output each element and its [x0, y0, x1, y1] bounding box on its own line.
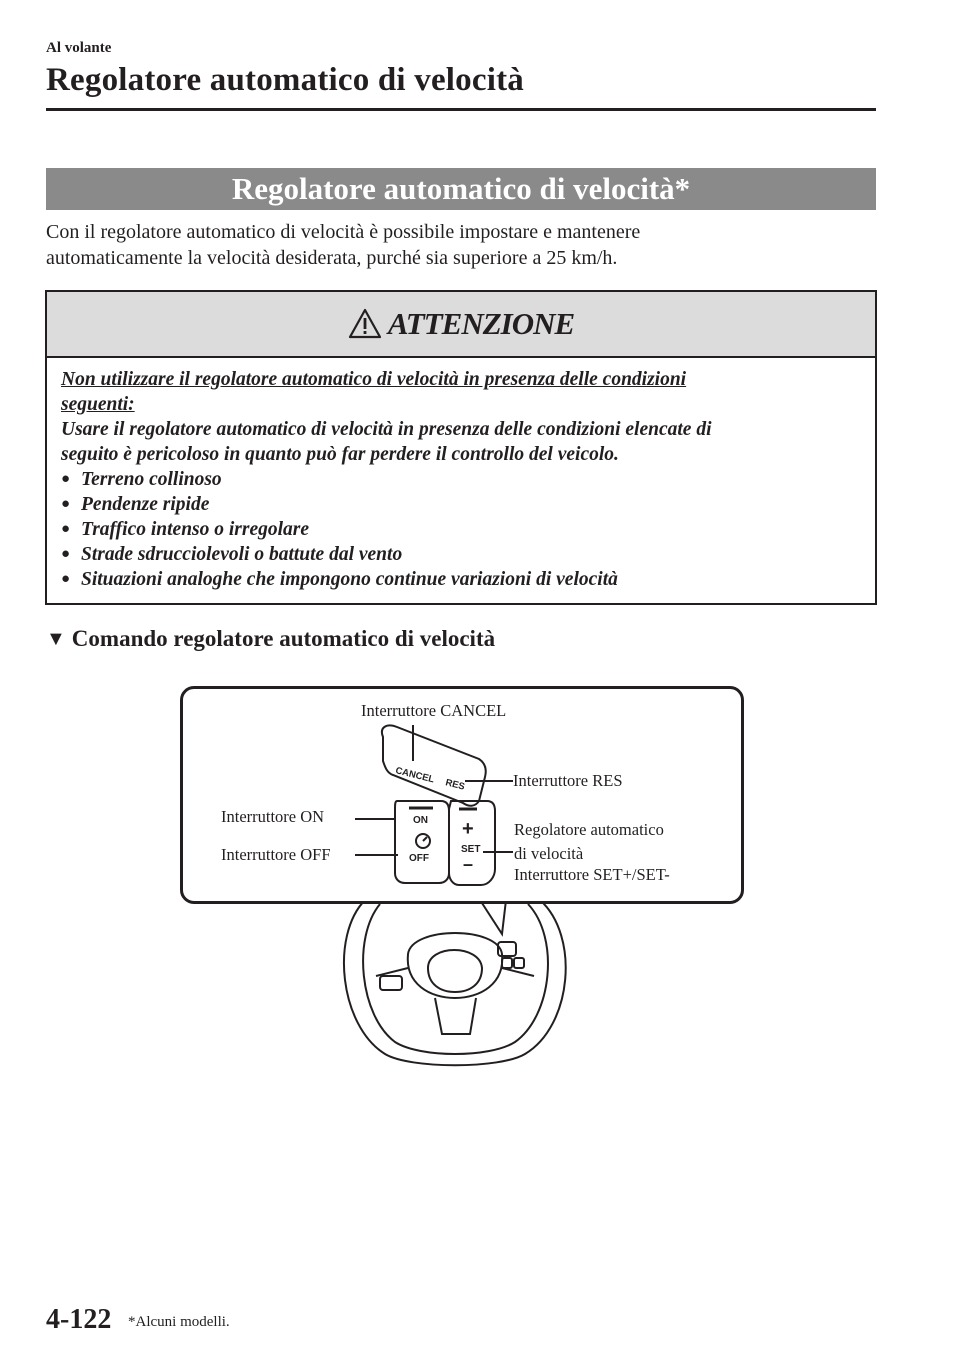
- list-item: ● Traffico intenso o irregolare: [61, 517, 861, 542]
- warning-triangle-icon: [348, 308, 382, 340]
- warning-list: [61, 467, 861, 592]
- footnote: *Alcuni modelli.: [128, 1314, 230, 1330]
- warning-underlined-line: seguenti:: [61, 394, 135, 415]
- warning-label: ATTENZIONE: [387, 306, 575, 341]
- on-switch-label: Interruttore ON: [221, 807, 325, 826]
- warning-body: [47, 358, 875, 592]
- set-switch-text: SET: [461, 844, 481, 855]
- subsection-heading: [46, 626, 495, 652]
- list-item: ● Strade sdrucciolevoli o battute dal vento: [61, 542, 861, 567]
- list-item: ● Situazioni analoghe che impongono continue variazioni di velocità: [61, 567, 861, 592]
- triangle-down-icon: ▼: [46, 627, 66, 650]
- plus-switch-text: +: [462, 818, 474, 840]
- regulator-label: di velocità: [514, 844, 584, 863]
- off-switch-text: OFF: [409, 853, 429, 864]
- cancel-switch-label: Interruttore CANCEL: [361, 701, 507, 720]
- header-divider: [46, 108, 876, 111]
- intro-paragraph: [46, 219, 876, 271]
- cruise-control-figure: [180, 686, 742, 1086]
- warning-text-line: seguito è pericoloso in quanto può far perdere il controllo del veicolo.: [61, 444, 619, 465]
- res-switch-text: RES: [444, 777, 466, 793]
- off-switch-label: Interruttore OFF: [221, 845, 331, 864]
- on-switch-text: ON: [413, 815, 428, 826]
- set-switch-label: Interruttore SET+/SET-: [514, 865, 670, 884]
- cancel-switch-text: CANCEL: [394, 765, 436, 786]
- warning-box: [45, 290, 877, 605]
- subsection-title: Comando regolatore automatico di velocità: [71, 626, 496, 651]
- minus-switch-text: –: [463, 854, 474, 874]
- warning-underlined-line: Non utilizzare il regolatore automatico di velocità in presenza delle condizioni: [61, 369, 687, 390]
- section-label: Al volante: [46, 40, 112, 56]
- list-item: ● Pendenze ripide: [61, 492, 861, 517]
- warning-text-line: Usare il regolatore automatico di velocità in presenza delle condizioni elencate di: [61, 419, 712, 440]
- callout-box: [180, 686, 744, 904]
- section-banner: Regolatore automatico di velocità*: [46, 168, 876, 210]
- warning-header: [47, 292, 875, 358]
- regulator-label: Regolatore automatico: [514, 820, 664, 839]
- list-item: ● Terreno collinoso: [61, 467, 861, 492]
- res-switch-label: Interruttore RES: [513, 771, 623, 790]
- page-number: 4-122: [46, 1304, 112, 1335]
- intro-line: automaticamente la velocità desiderata, purché sia superiore a 25 km/h.: [46, 247, 618, 269]
- intro-line: Con il regolatore automatico di velocità è possibile impostare e mantenere: [46, 221, 641, 243]
- page-title: Regolatore automatico di velocità: [46, 62, 524, 98]
